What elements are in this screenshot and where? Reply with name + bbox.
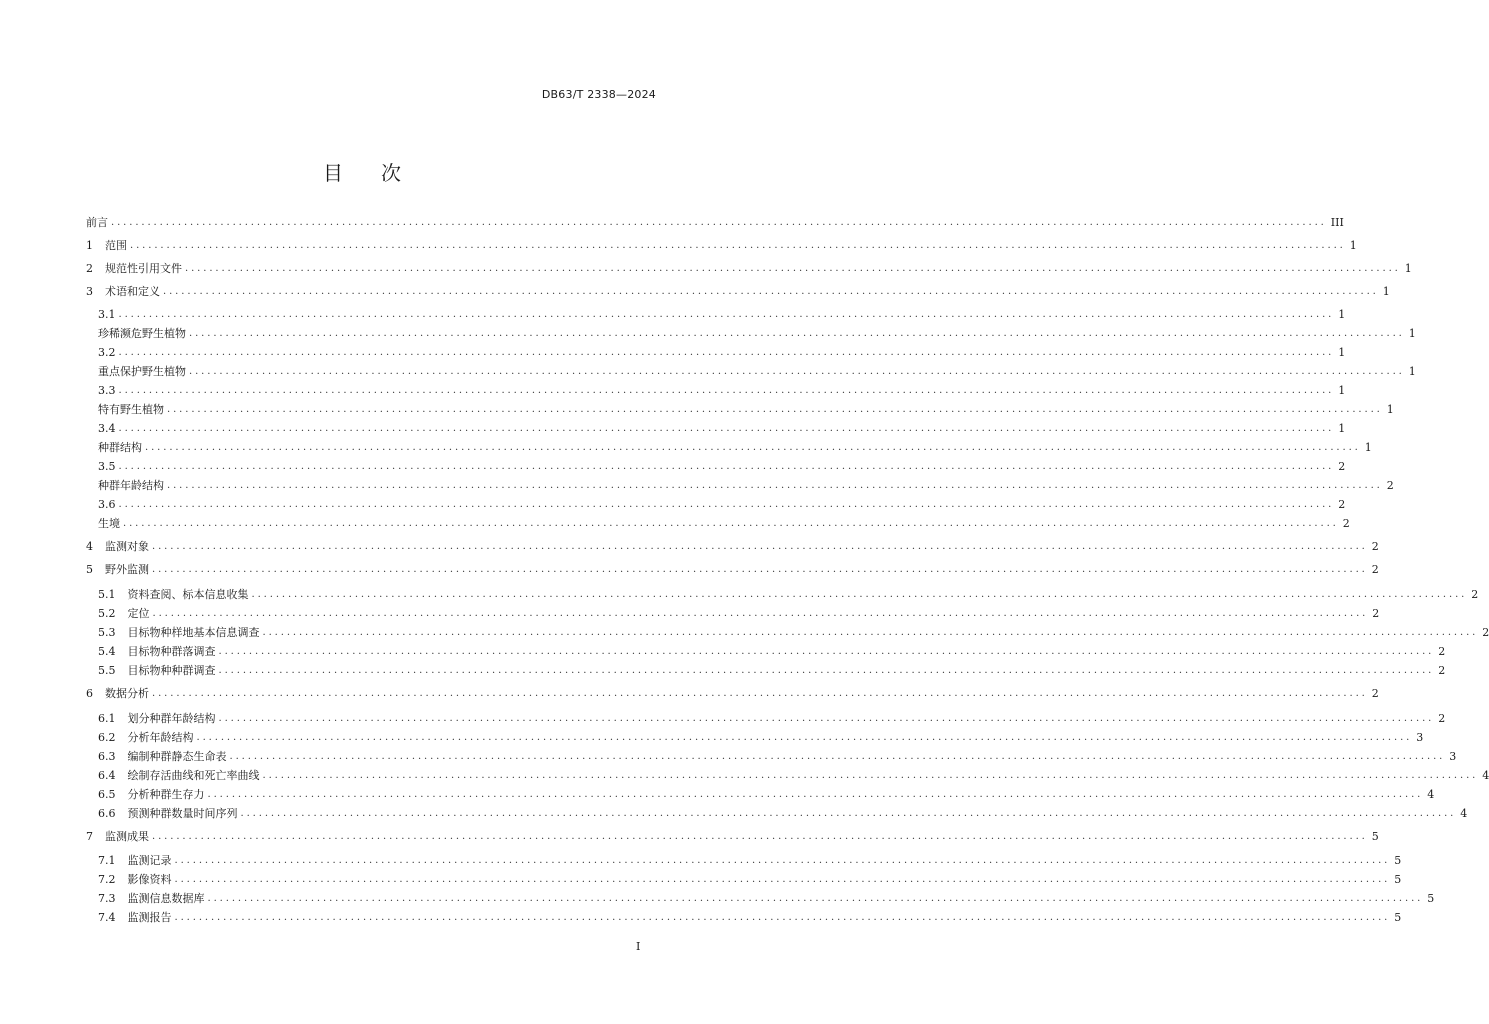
toc-entry-label: [98, 586, 252, 602]
toc-entry[interactable]: [98, 643, 1446, 659]
toc-entry-number: 7.3: [98, 892, 116, 905]
toc-entry-page: 2: [1371, 562, 1379, 576]
toc-entry-number: 5.1: [98, 588, 116, 601]
toc-entry-page: 1: [1338, 383, 1346, 397]
toc-leader-dots: ........................................................................................................................................................................................................: [240, 807, 1457, 819]
toc-entry-label: [98, 909, 175, 925]
toc-entry-text: 野外监测: [105, 563, 149, 576]
toc-entry-number: 7.4: [98, 911, 116, 924]
toc-entry-label: [86, 685, 152, 701]
toc-entry-label: [98, 890, 208, 906]
toc-entry-text: 规范性引用文件: [105, 262, 182, 275]
toc-entry-text: 珍稀濒危野生植物: [98, 327, 186, 340]
toc-entry-page: 2: [1338, 497, 1346, 511]
toc-entry-label: [98, 805, 241, 821]
toc-leader-dots: ........................................................................................................................................................................................................: [207, 892, 1424, 904]
toc-entry-page: 2: [1386, 478, 1394, 492]
toc-entry-text: 监测报告: [127, 911, 172, 924]
toc-leader-dots: ........................................................................................................................................................................................................: [189, 365, 1405, 377]
toc-entry[interactable]: [98, 325, 1416, 341]
toc-entry[interactable]: [98, 767, 1489, 783]
toc-entry[interactable]: [86, 538, 1379, 554]
toc-entry-number: 3.6: [98, 497, 116, 511]
toc-entry-number: 7: [86, 830, 93, 843]
toc-leader-dots: ........................................................................................................................................................................................................: [152, 563, 1368, 575]
toc-entry-number: 3.2: [98, 345, 116, 359]
toc-entry-page: 2: [1438, 644, 1446, 658]
toc-entry-number: 4: [86, 540, 93, 553]
toc-entry-text: 监测信息数据库: [127, 892, 205, 905]
toc-leader-dots: ........................................................................................................................................................................................................: [152, 540, 1368, 552]
toc-entry[interactable]: [86, 214, 1344, 230]
toc-entry-label: [86, 237, 130, 253]
toc-entry-page: 2: [1438, 711, 1446, 725]
toc-entry-label: [98, 384, 119, 397]
toc-entry-page: 1: [1338, 345, 1346, 359]
toc-entry-number: 2: [86, 262, 93, 275]
toc-entry-label: [98, 662, 219, 678]
toc-entry-label: [98, 643, 219, 659]
toc-entry-page: 2: [1438, 663, 1446, 677]
toc-leader-dots: ........................................................................................................................................................................................................: [174, 873, 1391, 885]
toc-entry-label: [98, 852, 175, 868]
toc-entry[interactable]: [98, 477, 1394, 493]
toc-entry[interactable]: [98, 420, 1346, 436]
toc-leader-dots: ........................................................................................................................................................................................................: [218, 645, 1435, 657]
toc-entry-text: 前言: [86, 216, 108, 229]
toc-entry-page: 2: [1372, 606, 1380, 620]
toc-entry-text: 分析年龄结构: [127, 731, 194, 744]
toc-leader-dots: ........................................................................................................................................................................................................: [118, 422, 1335, 434]
toc-entry[interactable]: [86, 260, 1412, 276]
toc-entry-number: 3.1: [98, 307, 116, 321]
toc-entry[interactable]: [98, 458, 1346, 474]
toc-entry-text: 种群年龄结构: [98, 479, 164, 492]
toc-entry-page: 1: [1386, 402, 1394, 416]
toc-entry-text: 预测种群数量时间序列: [127, 807, 238, 820]
toc-leader-dots: ........................................................................................................................................................................................................: [196, 731, 1413, 743]
toc-entry-text: 划分种群年龄结构: [127, 712, 216, 725]
toc-entry-label: [98, 477, 167, 493]
toc-leader-dots: ........................................................................................................................................................................................................: [167, 403, 1383, 415]
toc-entry-label: [98, 624, 263, 640]
toc-entry-label: [98, 605, 153, 621]
toc-entry-page: 3: [1449, 749, 1457, 763]
toc-entry[interactable]: [98, 871, 1402, 887]
toc-entry-number: 6.4: [98, 769, 116, 782]
toc-entry-label: [98, 401, 167, 417]
toc-leader-dots: ........................................................................................................................................................................................................: [163, 285, 1379, 297]
toc-leader-dots: ........................................................................................................................................................................................................: [251, 588, 1468, 600]
toc-entry-page: 2: [1342, 516, 1350, 530]
toc-entry-label: [98, 498, 119, 511]
toc-entry-label: [98, 748, 230, 764]
toc-entry[interactable]: [98, 805, 1468, 821]
toc-leader-dots: ........................................................................................................................................................................................................: [123, 517, 1339, 529]
toc-leader-dots: ........................................................................................................................................................................................................: [118, 384, 1335, 396]
toc-entry-label: [98, 515, 123, 531]
toc-entry[interactable]: [86, 283, 1390, 299]
toc-entry-text: 范围: [105, 239, 127, 252]
toc-entry-label: [86, 283, 163, 299]
toc-entry-text: 目标物种群落调查: [127, 645, 216, 658]
toc-entry-number: 3.4: [98, 421, 116, 435]
toc-leader-dots: ........................................................................................................................................................................................................: [167, 479, 1383, 491]
toc-entry[interactable]: [98, 401, 1394, 417]
toc-entry-text: 编制种群静态生命表: [127, 750, 227, 763]
page-number: I: [636, 940, 641, 953]
toc-entry-page: 1: [1382, 284, 1390, 298]
toc-entry-page: 1: [1404, 261, 1412, 275]
toc-entry-page: 2: [1338, 459, 1346, 473]
toc-entry-page: 1: [1408, 364, 1416, 378]
toc-entry-label: [98, 325, 189, 341]
toc-entry-number: 7.1: [98, 854, 116, 867]
toc-entry[interactable]: [86, 237, 1357, 253]
toc-leader-dots: ........................................................................................................................................................................................................: [218, 712, 1435, 724]
toc-entry-number: 6: [86, 687, 93, 700]
toc-entry-label: [86, 828, 152, 844]
toc-leader-dots: ........................................................................................................................................................................................................: [229, 750, 1446, 762]
toc-entry-label: [98, 786, 208, 802]
toc-entry[interactable]: [98, 786, 1435, 802]
toc-entry-text: 监测成果: [105, 830, 149, 843]
toc-entry-number: 5.3: [98, 626, 116, 639]
toc-leader-dots: ........................................................................................................................................................................................................: [152, 830, 1368, 842]
toc-entry-number: 6.6: [98, 807, 116, 820]
toc-entry-label: [98, 422, 119, 435]
toc-entry-text: 目标物种样地基本信息调查: [127, 626, 260, 639]
toc-entry-text: 定位: [127, 607, 150, 620]
toc-entry-text: 特有野生植物: [98, 403, 164, 416]
toc-leader-dots: ........................................................................................................................................................................................................: [152, 607, 1369, 619]
toc-entry[interactable]: [98, 605, 1380, 621]
toc-entry[interactable]: [98, 344, 1346, 360]
toc-entry[interactable]: [86, 685, 1379, 701]
toc-entry-label: [86, 260, 185, 276]
toc-entry-page: 1: [1338, 421, 1346, 435]
toc-entry-number: 5.2: [98, 607, 116, 620]
toc-entry-page: 2: [1371, 686, 1379, 700]
toc-entry-label: [86, 561, 152, 577]
toc-entry-page: 4: [1427, 787, 1435, 801]
toc-leader-dots: ........................................................................................................................................................................................................: [218, 664, 1435, 676]
toc-leader-dots: ........................................................................................................................................................................................................: [185, 262, 1401, 274]
toc-entry-text: 术语和定义: [105, 285, 160, 298]
toc-entry[interactable]: [98, 748, 1457, 764]
toc-entry-number: 6.1: [98, 712, 116, 725]
toc-entry[interactable]: [98, 306, 1346, 322]
toc-entry-number: 6.2: [98, 731, 116, 744]
toc-entry-text: 数据分析: [105, 687, 149, 700]
toc-entry-label: [86, 538, 152, 554]
toc-entry-page: 3: [1416, 730, 1424, 744]
toc-entry-text: 影像资料: [127, 873, 172, 886]
toc-entry-text: 重点保护野生植物: [98, 365, 186, 378]
toc-entry[interactable]: [98, 729, 1424, 745]
toc-entry-page: 5: [1394, 872, 1402, 886]
toc-entry-page: 4: [1460, 806, 1468, 820]
toc-entry-number: 1: [86, 239, 93, 252]
toc-entry-label: [98, 729, 197, 745]
toc-entry-page: 1: [1338, 307, 1346, 321]
toc-entry-text: 生境: [98, 517, 120, 530]
toc-entry-text: 资料查阅、标本信息收集: [127, 588, 249, 601]
toc-leader-dots: ........................................................................................................................................................................................................: [174, 854, 1391, 866]
toc-leader-dots: ........................................................................................................................................................................................................: [152, 687, 1368, 699]
toc-entry-text: 目标物种种群调查: [127, 664, 216, 677]
toc-entry-number: 3.5: [98, 459, 116, 473]
toc-entry[interactable]: [98, 363, 1416, 379]
toc-entry[interactable]: [98, 624, 1489, 640]
toc-entry-number: 6.3: [98, 750, 116, 763]
toc-leader-dots: ........................................................................................................................................................................................................: [262, 626, 1479, 638]
toc-entry-page: 4: [1482, 768, 1489, 782]
toc-leader-dots: ........................................................................................................................................................................................................: [174, 911, 1391, 923]
toc-entry[interactable]: [86, 828, 1379, 844]
toc-entry[interactable]: [98, 852, 1402, 868]
toc-entry-text: 监测记录: [127, 854, 172, 867]
toc-entry-page: 2: [1482, 625, 1489, 639]
toc-leader-dots: ........................................................................................................................................................................................................: [130, 239, 1346, 251]
toc-entry-label: [98, 346, 119, 359]
toc-entry[interactable]: [98, 515, 1350, 531]
toc-title-part2: 次: [381, 161, 401, 185]
toc-entry[interactable]: [98, 382, 1346, 398]
toc-entry-number: 5.4: [98, 645, 116, 658]
toc-entry-label: [98, 439, 145, 455]
toc-entry-number: 5: [86, 563, 93, 576]
toc-entry-number: 5.5: [98, 664, 116, 677]
toc-entry-text: 分析种群生存力: [127, 788, 205, 801]
toc-leader-dots: ........................................................................................................................................................................................................: [145, 441, 1361, 453]
toc-entry-text: 种群结构: [98, 441, 142, 454]
toc-entry[interactable]: [98, 662, 1446, 678]
toc-entry-page: III: [1330, 215, 1344, 229]
toc-leader-dots: ........................................................................................................................................................................................................: [189, 327, 1405, 339]
toc-entry-text: 绘制存活曲线和死亡率曲线: [127, 769, 260, 782]
toc-entry[interactable]: [98, 439, 1372, 455]
toc-entry-label: [98, 363, 189, 379]
toc-entry-label: [98, 871, 175, 887]
toc-entry-page: 5: [1394, 853, 1402, 867]
toc-entry-page: 2: [1471, 587, 1479, 601]
toc-leader-dots: ........................................................................................................................................................................................................: [118, 498, 1335, 510]
toc-title: [0, 157, 724, 186]
document-code: DB63/T 2338—2024: [541, 88, 656, 101]
toc-entry[interactable]: [86, 561, 1379, 577]
toc-entry-label: [98, 460, 119, 473]
toc-entry[interactable]: [98, 496, 1346, 512]
toc-entry-page: 5: [1394, 910, 1402, 924]
toc-leader-dots: ........................................................................................................................................................................................................: [118, 346, 1335, 358]
toc-entry-page: 1: [1408, 326, 1416, 340]
toc-leader-dots: ........................................................................................................................................................................................................: [118, 308, 1335, 320]
toc-entry-page: 1: [1349, 238, 1357, 252]
toc-entry-label: [98, 710, 219, 726]
toc-entry-number: 7.2: [98, 873, 116, 886]
toc-leader-dots: ........................................................................................................................................................................................................: [111, 216, 1327, 228]
toc-entry-label: [86, 214, 111, 230]
toc-entry-page: 2: [1371, 539, 1379, 553]
toc-title-part1: 目: [323, 161, 343, 185]
toc-entry-text: 监测对象: [105, 540, 149, 553]
toc-entry[interactable]: [98, 890, 1435, 906]
toc-leader-dots: ........................................................................................................................................................................................................: [262, 769, 1479, 781]
toc-entry-page: 1: [1364, 440, 1372, 454]
toc-leader-dots: ........................................................................................................................................................................................................: [207, 788, 1424, 800]
toc-entry[interactable]: [98, 710, 1446, 726]
toc-entry-page: 5: [1427, 891, 1435, 905]
toc-entry-page: 5: [1371, 829, 1379, 843]
toc-entry-label: [98, 767, 263, 783]
toc-entry-number: 3: [86, 285, 93, 298]
toc-entry[interactable]: [98, 586, 1479, 602]
toc-entry[interactable]: [98, 909, 1402, 925]
toc-entry-number: 3.3: [98, 383, 116, 397]
toc-entry-label: [98, 308, 119, 321]
toc-leader-dots: ........................................................................................................................................................................................................: [118, 460, 1335, 472]
toc-entry-number: 6.5: [98, 788, 116, 801]
